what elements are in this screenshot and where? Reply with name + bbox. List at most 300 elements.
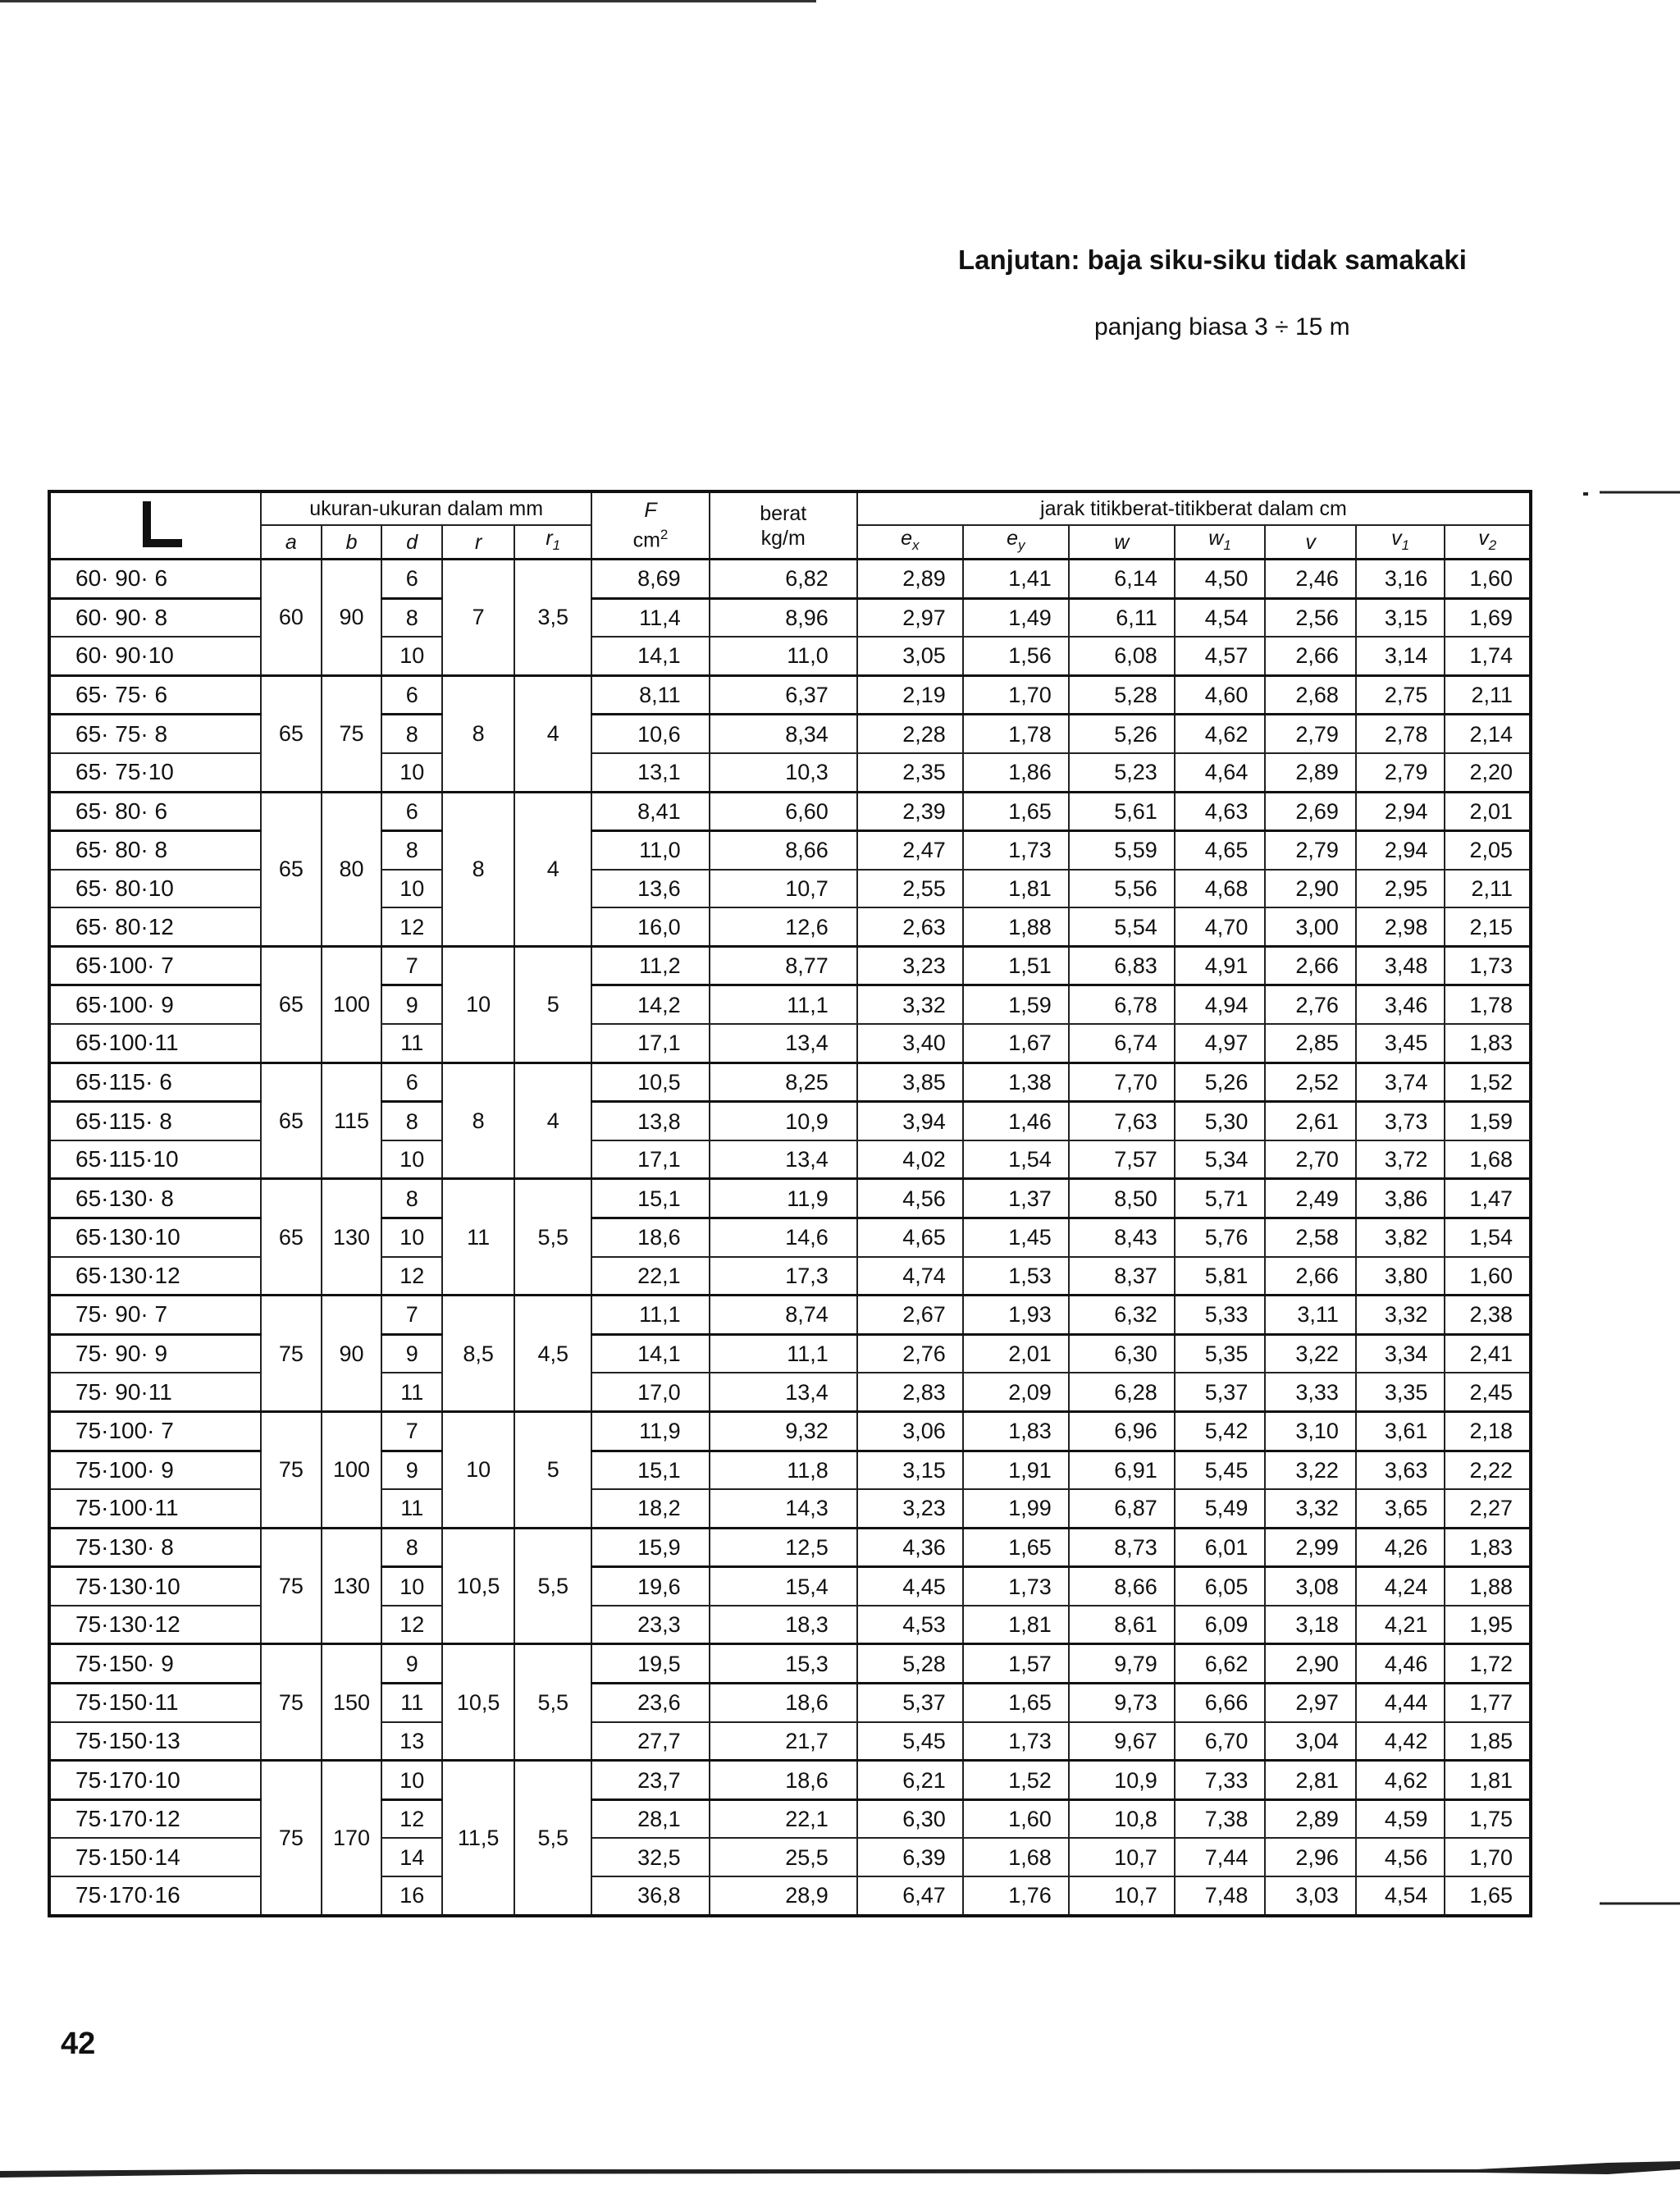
cell-v2: 1,70	[1445, 1838, 1531, 1876]
cell-v1: 3,46	[1356, 985, 1445, 1024]
cell-ey: 1,86	[963, 753, 1069, 792]
cell-v: 3,08	[1265, 1567, 1356, 1606]
cell-ey: 1,57	[963, 1644, 1069, 1684]
cell-w: 5,28	[1069, 675, 1175, 715]
cell-v: 3,22	[1265, 1334, 1356, 1373]
cell-F: 18,2	[591, 1489, 709, 1528]
cell-v1: 4,21	[1356, 1606, 1445, 1644]
cell-w: 6,83	[1069, 946, 1175, 985]
cell-ey: 1,83	[963, 1411, 1069, 1451]
cell-F: 23,3	[591, 1606, 709, 1644]
cell-ey: 2,01	[963, 1334, 1069, 1373]
cell-w: 5,54	[1069, 907, 1175, 946]
cell-F: 18,6	[591, 1218, 709, 1257]
cell-v1: 2,75	[1356, 675, 1445, 715]
profile-cell: 60· 90· 8	[49, 598, 261, 637]
cell-d: 8	[381, 1102, 442, 1140]
cell-berat: 11,1	[710, 1334, 857, 1373]
cell-v1: 2,79	[1356, 753, 1445, 792]
cell-berat: 17,3	[710, 1257, 857, 1296]
profile-cell: 65· 75· 8	[49, 715, 261, 753]
cell-v2: 1,83	[1445, 1528, 1531, 1567]
distance-header: jarak titikberat-titikberat dalam cm	[857, 491, 1531, 525]
cell-ex: 2,89	[857, 560, 963, 599]
profile-cell: 75· 90· 9	[49, 1334, 261, 1373]
col-r1	[514, 525, 591, 560]
cell-v2: 1,81	[1445, 1761, 1531, 1800]
cell-ex: 4,45	[857, 1567, 963, 1606]
cell-w1: 4,50	[1175, 560, 1266, 599]
cell-b: 100	[322, 946, 382, 1063]
cell-v1: 3,16	[1356, 560, 1445, 599]
cell-d: 6	[381, 1063, 442, 1102]
table-row	[49, 675, 1531, 715]
cell-F: 22,1	[591, 1257, 709, 1296]
cell-w1: 4,97	[1175, 1024, 1266, 1063]
cell-v: 2,66	[1265, 1257, 1356, 1296]
cell-w: 10,7	[1069, 1838, 1175, 1876]
cell-d: 6	[381, 560, 442, 599]
cell-v2: 1,65	[1445, 1876, 1531, 1916]
cell-ex: 2,67	[857, 1296, 963, 1335]
profile-cell: 75·100· 9	[49, 1451, 261, 1489]
cell-d: 9	[381, 1334, 442, 1373]
cell-w: 6,78	[1069, 985, 1175, 1024]
cell-berat: 8,77	[710, 946, 857, 985]
profile-cell: 75·170·16	[49, 1876, 261, 1916]
cell-w1: 5,49	[1175, 1489, 1266, 1528]
cell-berat: 18,3	[710, 1606, 857, 1644]
cell-v: 2,90	[1265, 1644, 1356, 1684]
cell-w1: 6,01	[1175, 1528, 1266, 1567]
cell-ex: 4,36	[857, 1528, 963, 1567]
cell-w: 5,26	[1069, 715, 1175, 753]
page-subtitle: panjang biasa 3 ÷ 15 m	[1094, 313, 1350, 340]
F-unit: cm	[632, 528, 660, 552]
profile-cell: 65·100· 9	[49, 985, 261, 1024]
cell-ex: 2,39	[857, 792, 963, 831]
profile-cell: 75· 90· 7	[49, 1296, 261, 1335]
cell-v: 2,85	[1265, 1024, 1356, 1063]
cell-ex: 2,47	[857, 831, 963, 870]
cell-F: 11,0	[591, 831, 709, 870]
cell-d: 12	[381, 1799, 442, 1838]
cell-v2: 2,45	[1445, 1373, 1531, 1411]
cell-ex: 2,55	[857, 870, 963, 908]
cell-ey: 1,67	[963, 1024, 1069, 1063]
cell-F: 15,9	[591, 1528, 709, 1567]
cell-ex: 6,21	[857, 1761, 963, 1800]
F-header	[591, 491, 709, 560]
cell-ey: 1,41	[963, 560, 1069, 599]
cell-w: 6,32	[1069, 1296, 1175, 1335]
table-row	[49, 1761, 1531, 1800]
cell-v: 2,61	[1265, 1102, 1356, 1140]
cell-v2: 1,77	[1445, 1684, 1531, 1722]
cell-r1: 4	[514, 1063, 591, 1179]
cell-F: 32,5	[591, 1838, 709, 1876]
profile-cell: 60· 90·10	[49, 637, 261, 675]
cell-w1: 4,54	[1175, 598, 1266, 637]
cell-ex: 2,19	[857, 675, 963, 715]
cell-d: 6	[381, 792, 442, 831]
cell-ey: 1,49	[963, 598, 1069, 637]
cell-w: 8,66	[1069, 1567, 1175, 1606]
cell-v1: 3,61	[1356, 1411, 1445, 1451]
cell-F: 15,1	[591, 1179, 709, 1218]
cell-d: 14	[381, 1838, 442, 1876]
cell-F: 10,5	[591, 1063, 709, 1102]
cell-w1: 4,63	[1175, 792, 1266, 831]
cell-w: 9,67	[1069, 1722, 1175, 1761]
cell-ey: 2,09	[963, 1373, 1069, 1411]
cell-ex: 3,40	[857, 1024, 963, 1063]
cell-w: 7,70	[1069, 1063, 1175, 1102]
cell-w1: 6,62	[1175, 1644, 1266, 1684]
cell-v1: 2,78	[1356, 715, 1445, 753]
table-row	[49, 792, 1531, 831]
cell-berat: 13,4	[710, 1373, 857, 1411]
cell-b: 150	[322, 1644, 382, 1761]
top-edge-rule	[0, 0, 816, 2]
table-row	[49, 946, 1531, 985]
cell-v1: 3,15	[1356, 598, 1445, 637]
cell-d: 7	[381, 1411, 442, 1451]
cell-w1: 7,48	[1175, 1876, 1266, 1916]
cell-w: 10,8	[1069, 1799, 1175, 1838]
cell-F: 23,7	[591, 1761, 709, 1800]
cell-b: 100	[322, 1411, 382, 1528]
ey-symbol: e	[1007, 527, 1018, 550]
cell-v: 2,81	[1265, 1761, 1356, 1800]
profile-cell: 65· 75·10	[49, 753, 261, 792]
profile-cell: 65·115·10	[49, 1140, 261, 1179]
cell-v: 2,76	[1265, 985, 1356, 1024]
cell-w: 7,57	[1069, 1140, 1175, 1179]
cell-F: 19,6	[591, 1567, 709, 1606]
cell-v: 3,10	[1265, 1411, 1356, 1451]
cell-v: 3,33	[1265, 1373, 1356, 1411]
cell-ey: 1,52	[963, 1761, 1069, 1800]
cell-v2: 1,68	[1445, 1140, 1531, 1179]
cell-v2: 1,54	[1445, 1218, 1531, 1257]
cell-d: 16	[381, 1876, 442, 1916]
cell-v2: 2,15	[1445, 907, 1531, 946]
cell-w: 6,14	[1069, 560, 1175, 599]
cell-F: 16,0	[591, 907, 709, 946]
cell-v1: 2,98	[1356, 907, 1445, 946]
table-row	[49, 1063, 1531, 1102]
cell-v2: 1,60	[1445, 560, 1531, 599]
cell-ex: 2,83	[857, 1373, 963, 1411]
cell-v: 2,66	[1265, 946, 1356, 985]
profile-cell: 75·150·11	[49, 1684, 261, 1722]
cell-v: 2,99	[1265, 1528, 1356, 1567]
v2-sub: 2	[1488, 537, 1497, 553]
cell-v1: 3,86	[1356, 1179, 1445, 1218]
table-row	[49, 1411, 1531, 1451]
cell-a: 65	[261, 1063, 322, 1179]
profile-cell: 75·100· 7	[49, 1411, 261, 1451]
cell-d: 10	[381, 1140, 442, 1179]
cell-berat: 12,6	[710, 907, 857, 946]
profile-cell: 75·130·12	[49, 1606, 261, 1644]
cell-v1: 3,65	[1356, 1489, 1445, 1528]
cell-r: 10	[442, 946, 514, 1063]
cell-w: 9,73	[1069, 1684, 1175, 1722]
cell-berat: 22,1	[710, 1799, 857, 1838]
cell-v2: 2,11	[1445, 870, 1531, 908]
cell-w: 5,56	[1069, 870, 1175, 908]
cell-berat: 11,0	[710, 637, 857, 675]
berat-label: berat	[760, 501, 807, 525]
cell-ey: 1,46	[963, 1102, 1069, 1140]
cell-b: 75	[322, 675, 382, 792]
cell-v2: 1,69	[1445, 598, 1531, 637]
cell-berat: 11,1	[710, 985, 857, 1024]
cell-F: 11,1	[591, 1296, 709, 1335]
cell-r1: 4	[514, 675, 591, 792]
cell-d: 6	[381, 675, 442, 715]
cell-ey: 1,93	[963, 1296, 1069, 1335]
cell-v: 2,66	[1265, 637, 1356, 675]
cell-berat: 15,3	[710, 1644, 857, 1684]
cell-v: 2,68	[1265, 675, 1356, 715]
cell-w: 9,79	[1069, 1644, 1175, 1684]
cell-r: 8	[442, 792, 514, 946]
cell-v2: 1,88	[1445, 1567, 1531, 1606]
cell-w: 6,91	[1069, 1451, 1175, 1489]
cell-v: 2,89	[1265, 1799, 1356, 1838]
cell-berat: 28,9	[710, 1876, 857, 1916]
cell-ex: 3,32	[857, 985, 963, 1024]
profile-cell: 75·150·14	[49, 1838, 261, 1876]
cell-ex: 2,76	[857, 1334, 963, 1373]
F-unit-sup: 2	[660, 527, 669, 543]
cell-v: 2,96	[1265, 1838, 1356, 1876]
cell-ey: 1,65	[963, 792, 1069, 831]
cell-ey: 1,70	[963, 675, 1069, 715]
cell-r: 8,5	[442, 1296, 514, 1412]
cell-v1: 3,34	[1356, 1334, 1445, 1373]
col-v1	[1356, 525, 1445, 560]
cell-w: 7,63	[1069, 1102, 1175, 1140]
cell-d: 10	[381, 1761, 442, 1800]
cell-v: 3,18	[1265, 1606, 1356, 1644]
cell-d: 11	[381, 1373, 442, 1411]
cell-w: 6,96	[1069, 1411, 1175, 1451]
adjacent-page-edge	[1583, 459, 1680, 1936]
table-body	[49, 560, 1531, 1917]
cell-v2: 2,22	[1445, 1451, 1531, 1489]
cell-v: 2,70	[1265, 1140, 1356, 1179]
cell-v1: 3,80	[1356, 1257, 1445, 1296]
cell-d: 8	[381, 715, 442, 753]
F-symbol: F	[644, 499, 657, 523]
cell-berat: 8,34	[710, 715, 857, 753]
cell-ex: 5,37	[857, 1684, 963, 1722]
cell-w: 5,59	[1069, 831, 1175, 870]
cell-ey: 1,99	[963, 1489, 1069, 1528]
cell-v: 2,49	[1265, 1179, 1356, 1218]
w1-sub: 1	[1223, 537, 1231, 553]
col-d: d	[381, 525, 442, 560]
cell-v2: 1,75	[1445, 1799, 1531, 1838]
cell-v2: 1,85	[1445, 1722, 1531, 1761]
cell-w1: 5,26	[1175, 1063, 1266, 1102]
cell-w1: 4,70	[1175, 907, 1266, 946]
cell-F: 14,1	[591, 1334, 709, 1373]
cell-v2: 1,78	[1445, 985, 1531, 1024]
profile-cell: 75·150·13	[49, 1722, 261, 1761]
cell-v1: 4,54	[1356, 1876, 1445, 1916]
profile-cell: 65·100· 7	[49, 946, 261, 985]
cell-ey: 1,73	[963, 1722, 1069, 1761]
cell-berat: 25,5	[710, 1838, 857, 1876]
cell-r1: 5,5	[514, 1179, 591, 1296]
berat-unit: kg/m	[760, 526, 806, 550]
cell-berat: 14,3	[710, 1489, 857, 1528]
cell-d: 13	[381, 1722, 442, 1761]
cell-v1: 3,73	[1356, 1102, 1445, 1140]
cell-d: 9	[381, 1644, 442, 1684]
cell-ex: 3,15	[857, 1451, 963, 1489]
cell-ey: 1,45	[963, 1218, 1069, 1257]
cell-ex: 3,85	[857, 1063, 963, 1102]
cell-d: 11	[381, 1489, 442, 1528]
cell-v: 3,00	[1265, 907, 1356, 946]
cell-d: 12	[381, 907, 442, 946]
cell-ex: 2,63	[857, 907, 963, 946]
cell-ex: 5,28	[857, 1644, 963, 1684]
cell-w: 8,50	[1069, 1179, 1175, 1218]
cell-w: 6,08	[1069, 637, 1175, 675]
profile-cell: 75· 90·11	[49, 1373, 261, 1411]
cell-ex: 4,65	[857, 1218, 963, 1257]
col-ex	[857, 525, 963, 560]
cell-ey: 1,65	[963, 1528, 1069, 1567]
ex-sub: x	[912, 537, 920, 553]
cell-r1: 4,5	[514, 1296, 591, 1412]
profile-cell: 65· 80· 8	[49, 831, 261, 870]
cell-a: 65	[261, 946, 322, 1063]
cell-ex: 6,39	[857, 1838, 963, 1876]
cell-v2: 2,41	[1445, 1334, 1531, 1373]
cell-d: 8	[381, 1528, 442, 1567]
cell-v2: 2,27	[1445, 1489, 1531, 1528]
cell-v1: 3,72	[1356, 1140, 1445, 1179]
cell-v: 2,79	[1265, 715, 1356, 753]
cell-d: 10	[381, 1567, 442, 1606]
cell-b: 170	[322, 1761, 382, 1916]
cell-w: 8,73	[1069, 1528, 1175, 1567]
cell-w1: 5,34	[1175, 1140, 1266, 1179]
cell-ex: 3,06	[857, 1411, 963, 1451]
cell-ey: 1,51	[963, 946, 1069, 985]
cell-berat: 14,6	[710, 1218, 857, 1257]
cell-v1: 3,32	[1356, 1296, 1445, 1335]
cell-v1: 2,95	[1356, 870, 1445, 908]
cell-v: 3,22	[1265, 1451, 1356, 1489]
cell-v2: 1,83	[1445, 1024, 1531, 1063]
profile-cell: 75·170·12	[49, 1799, 261, 1838]
cell-ey: 1,76	[963, 1876, 1069, 1916]
cell-ex: 3,94	[857, 1102, 963, 1140]
cell-r: 11	[442, 1179, 514, 1296]
cell-F: 8,69	[591, 560, 709, 599]
cell-berat: 15,4	[710, 1567, 857, 1606]
page-title: Lanjutan: baja siku-siku tidak samakaki	[958, 245, 1467, 275]
cell-ey: 1,88	[963, 907, 1069, 946]
cell-ey: 1,38	[963, 1063, 1069, 1102]
cell-w1: 7,33	[1175, 1761, 1266, 1800]
cell-v2: 2,18	[1445, 1411, 1531, 1451]
cell-ey: 1,68	[963, 1838, 1069, 1876]
cell-F: 36,8	[591, 1876, 709, 1916]
profile-cell: 65·130·10	[49, 1218, 261, 1257]
cell-b: 90	[322, 560, 382, 676]
cell-w1: 5,42	[1175, 1411, 1266, 1451]
cell-v2: 1,95	[1445, 1606, 1531, 1644]
cell-berat: 10,9	[710, 1102, 857, 1140]
cell-ey: 1,65	[963, 1684, 1069, 1722]
cell-berat: 10,7	[710, 870, 857, 908]
cell-F: 13,8	[591, 1102, 709, 1140]
cell-v: 3,32	[1265, 1489, 1356, 1528]
cell-b: 130	[322, 1528, 382, 1644]
cell-r: 8	[442, 675, 514, 792]
cell-ex: 4,53	[857, 1606, 963, 1644]
cell-w1: 6,09	[1175, 1606, 1266, 1644]
cell-w1: 6,05	[1175, 1567, 1266, 1606]
cell-w1: 4,64	[1175, 753, 1266, 792]
cell-d: 10	[381, 870, 442, 908]
col-w: w	[1069, 525, 1175, 560]
cell-v2: 2,05	[1445, 831, 1531, 870]
cell-d: 11	[381, 1684, 442, 1722]
cell-a: 65	[261, 675, 322, 792]
cell-F: 13,1	[591, 753, 709, 792]
cell-w: 6,30	[1069, 1334, 1175, 1373]
cell-v: 2,97	[1265, 1684, 1356, 1722]
cell-ex: 3,23	[857, 946, 963, 985]
cell-ey: 1,59	[963, 985, 1069, 1024]
cell-d: 9	[381, 1451, 442, 1489]
v1-sub: 1	[1401, 537, 1410, 553]
cell-r1: 5,5	[514, 1644, 591, 1761]
cell-ey: 1,54	[963, 1140, 1069, 1179]
cell-r: 7	[442, 560, 514, 676]
cell-v: 3,03	[1265, 1876, 1356, 1916]
cell-ey: 1,73	[963, 1567, 1069, 1606]
cell-v1: 3,82	[1356, 1218, 1445, 1257]
cell-v1: 3,45	[1356, 1024, 1445, 1063]
cell-w1: 4,62	[1175, 715, 1266, 753]
cell-b: 130	[322, 1179, 382, 1296]
cell-ex: 4,02	[857, 1140, 963, 1179]
profile-cell: 65· 80·12	[49, 907, 261, 946]
cell-b: 115	[322, 1063, 382, 1179]
cell-d: 8	[381, 831, 442, 870]
cell-d: 12	[381, 1606, 442, 1644]
cell-w: 10,9	[1069, 1761, 1175, 1800]
cell-ey: 1,73	[963, 831, 1069, 870]
page-number: 42	[61, 2027, 96, 2061]
cell-w1: 5,76	[1175, 1218, 1266, 1257]
cell-ey: 1,91	[963, 1451, 1069, 1489]
cell-v: 3,04	[1265, 1722, 1356, 1761]
cell-berat: 10,3	[710, 753, 857, 792]
